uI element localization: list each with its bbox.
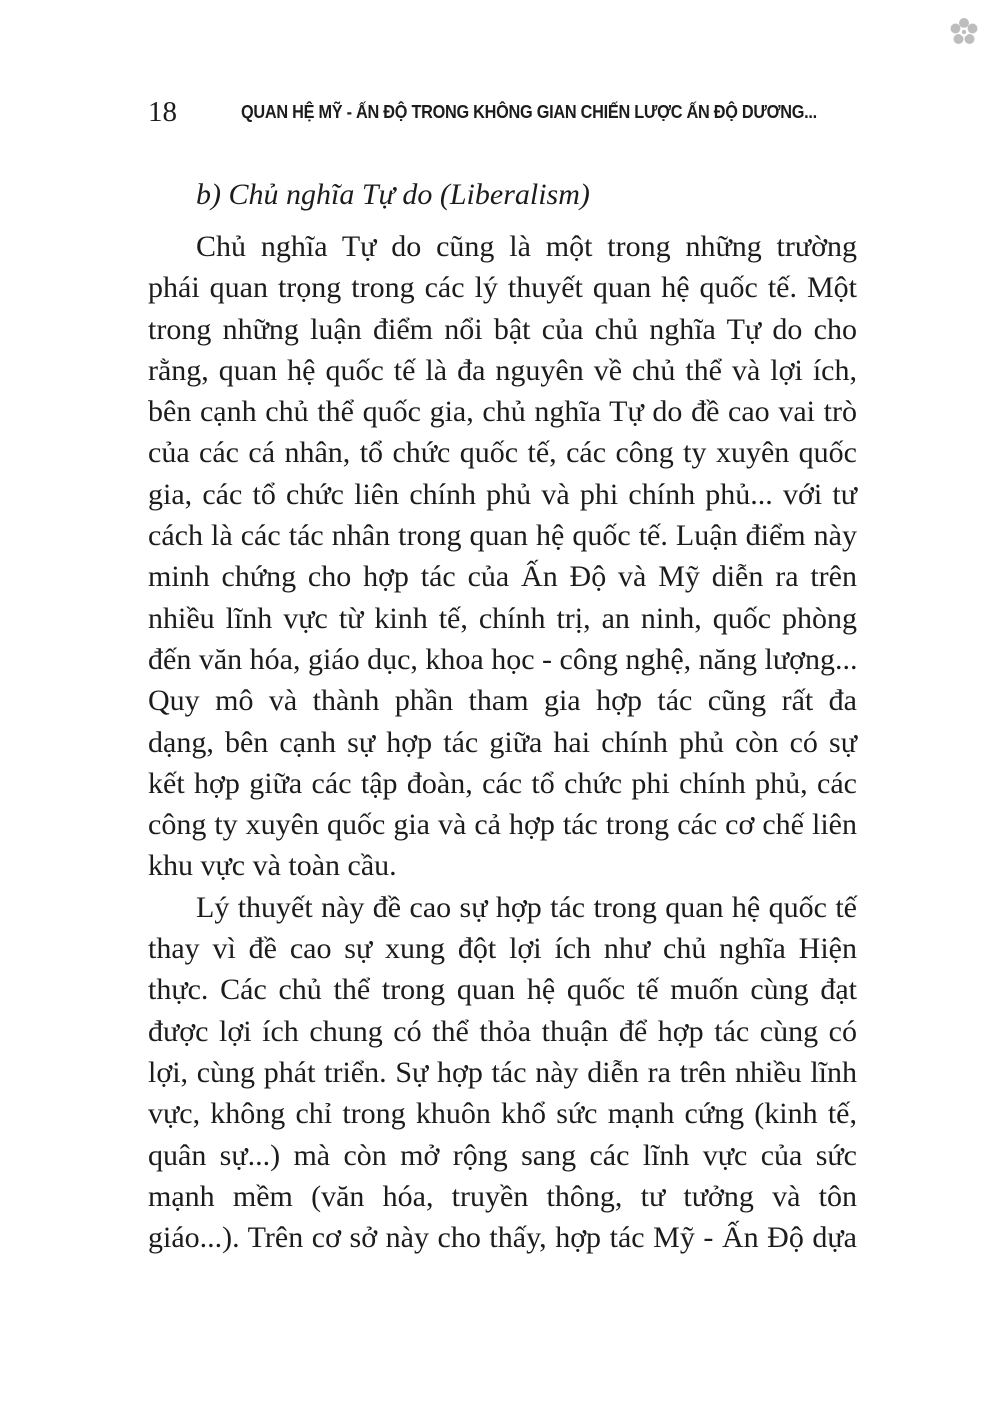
text-line: gia, các tổ chức liên chính phủ và phi chính phủ... với tư bbox=[148, 477, 857, 511]
text-line: Chủ nghĩa Tự do cũng là một trong những trường bbox=[196, 230, 857, 263]
text-line: vực, không chỉ trong khuôn khổ sức mạnh cứng (kinh tế, bbox=[148, 1097, 857, 1131]
text-line: thực. Các chủ thể trong quan hệ quốc tế muốn cùng đạt bbox=[148, 973, 857, 1007]
text-line: đến văn hóa, giáo dục, khoa học - công nghệ, năng lượng... bbox=[148, 642, 858, 676]
paragraph-2 bbox=[148, 887, 857, 1259]
text-line: được lợi ích chung có thể thỏa thuận để hợp tác cùng có bbox=[148, 1014, 857, 1048]
text-line: phái quan trọng trong các lý thuyết quan hệ quốc tế. Một bbox=[148, 271, 857, 305]
text-line: công ty xuyên quốc gia và cả hợp tác trong các cơ chế liên bbox=[148, 808, 857, 842]
text-line: giáo...). Trên cơ sở này cho thấy, hợp tác Mỹ - Ấn Độ dựa bbox=[148, 1221, 857, 1255]
flower-ornament-svg bbox=[948, 16, 980, 48]
text-line: dạng, bên cạnh sự hợp tác giữa hai chính phủ còn có sự bbox=[148, 725, 857, 759]
paragraph-1 bbox=[148, 226, 857, 887]
page-content bbox=[148, 168, 857, 1258]
text-line: bên cạnh chủ thể quốc gia, chủ nghĩa Tự do đề cao vai trò bbox=[148, 395, 857, 429]
text-line: mạnh mềm (văn hóa, truyền thông, tư tưởng và tôn bbox=[148, 1179, 857, 1213]
text-line: lợi, cùng phát triển. Sự hợp tác này diễn ra trên nhiều lĩnh bbox=[148, 1055, 857, 1089]
text-line: khu vực và toàn cầu. bbox=[148, 849, 397, 883]
text-line: kết hợp giữa các tập đoàn, các tổ chức phi chính phủ, các bbox=[148, 766, 857, 800]
page-header bbox=[148, 92, 848, 132]
text-line: quân sự...) mà còn mở rộng sang các lĩnh vực của sức bbox=[148, 1138, 857, 1172]
text-line: thay vì đề cao sự xung đột lợi ích như chủ nghĩa Hiện bbox=[148, 932, 857, 966]
text-line: rằng, quan hệ quốc tế là đa nguyên về chủ thể và lợi ích, bbox=[148, 353, 857, 387]
text-line: cách là các tác nhân trong quan hệ quốc tế. Luận điểm này bbox=[148, 519, 857, 553]
text-line: Lý thuyết này đề cao sự hợp tác trong quan hệ quốc tế bbox=[196, 890, 857, 924]
page-number: 18 bbox=[148, 95, 177, 128]
text-line: nhiều lĩnh vực từ kinh tế, chính trị, an ninh, quốc phòng bbox=[148, 601, 857, 635]
text-line: trong những luận điểm nổi bật của chủ nghĩa Tự do cho bbox=[148, 312, 857, 346]
text-line: Quy mô và thành phần tham gia hợp tác cũng rất đa bbox=[148, 684, 857, 718]
text-line: của các cá nhân, tổ chức quốc tế, các công ty xuyên quốc bbox=[148, 436, 857, 470]
running-title: QUAN HỆ MỸ - ẤN ĐỘ TRONG KHÔNG GIAN CHIẾN LƯỢC ẤN ĐỘ DƯƠNG... bbox=[241, 101, 817, 122]
section-heading: b) Chủ nghĩa Tự do (Liberalism) bbox=[196, 178, 590, 211]
text-line: minh chứng cho hợp tác của Ấn Độ và Mỹ diễn ra trên bbox=[148, 560, 857, 594]
flower-ornament-icon bbox=[948, 16, 980, 48]
